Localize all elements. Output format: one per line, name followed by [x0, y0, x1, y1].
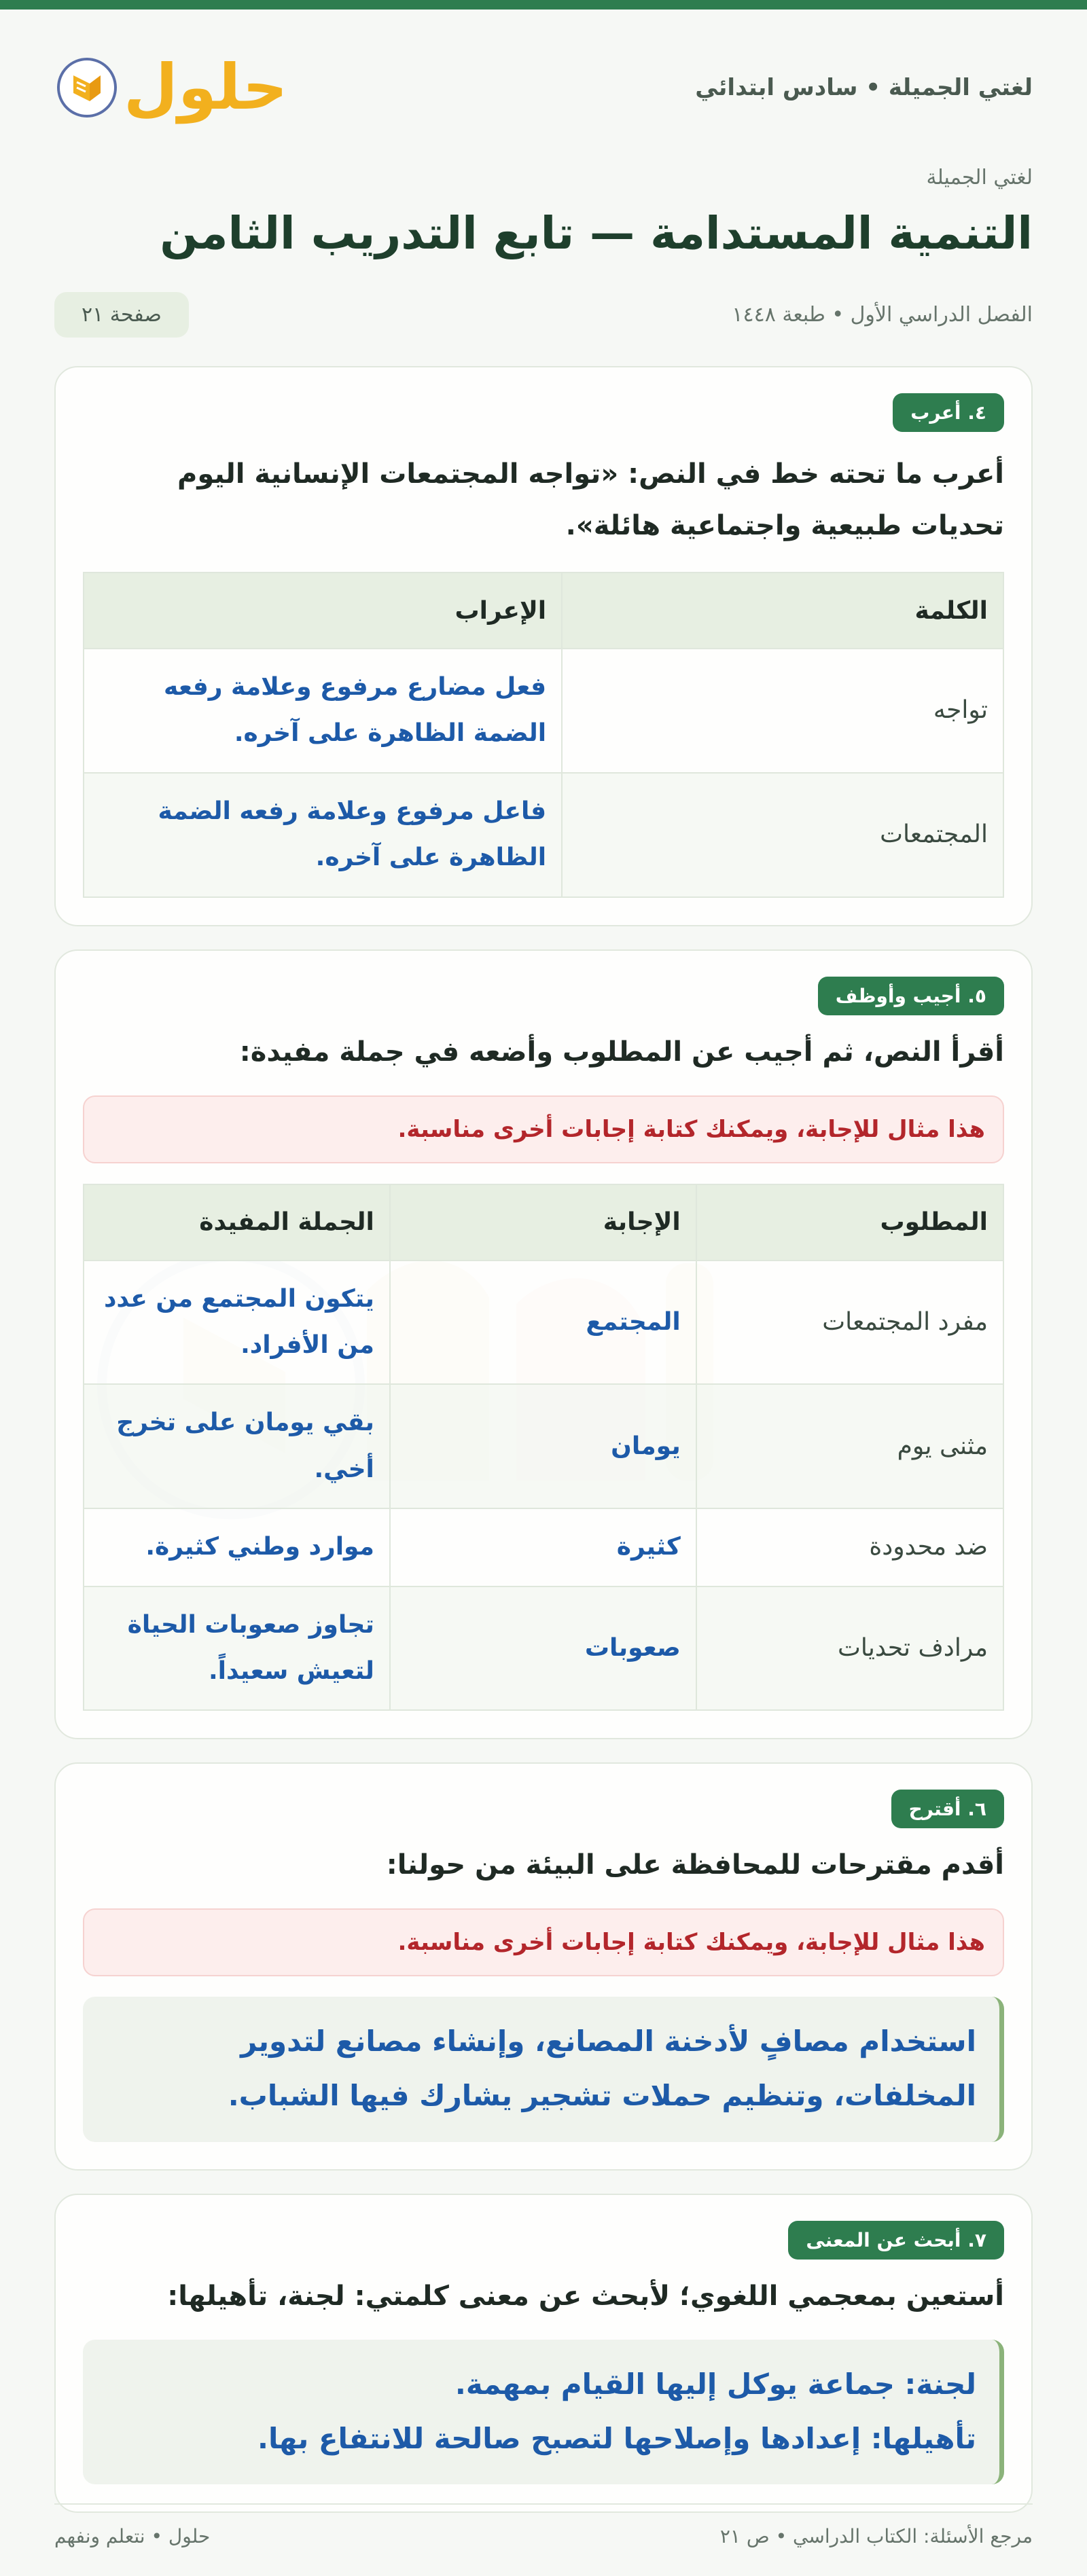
exercise-5-badge: ٥. أجيب وأوظف — [818, 977, 1004, 1015]
exercise-4-question: أعرب ما تحته خط في النص: «تواجه المجتمعات الإنسانية اليوم تحديات طبيعية واجتماعية هائلة». — [177, 458, 1004, 541]
parsing-answer-cell: فاعل مرفوع وعلامة رفعه الضمة الظاهرة على آخره. — [84, 773, 562, 897]
table-row — [84, 1508, 1003, 1586]
answer-cell: المجتمع — [390, 1260, 696, 1385]
required-cell: مرادف تحديات — [696, 1586, 1003, 1711]
sentence-cell: تجاوز صعوبات الحياة لتعيش سعيداً. — [84, 1586, 390, 1711]
column-header-required: المطلوب — [696, 1184, 1003, 1260]
title-section — [0, 166, 1087, 338]
required-cell: ضد محدودة — [696, 1508, 1003, 1586]
exercise-7-card — [54, 2194, 1033, 2514]
meaning-line-committee: لجنة: جماعة يوكل إليها القيام بمهمة. — [455, 2367, 976, 2401]
table-row — [84, 1384, 1003, 1508]
exercise-7-badge: ٧. أبحث عن المعنى — [788, 2221, 1004, 2260]
meaning-line-rehabilitation: تأهيلها: إعدادها وإصلاحها لتصبح صالحة للانتفاع بها. — [257, 2421, 976, 2455]
table-row — [84, 773, 1003, 897]
required-cell: مثنى يوم — [696, 1384, 1003, 1508]
sample-answer-note: هذا مثال للإجابة، ويمكنك كتابة إجابات أخرى مناسبة. — [83, 1908, 1004, 1976]
word-cell: المجتمعات — [562, 773, 1003, 897]
exercise-7-question: أستعين بمعجمي اللغوي؛ لأبحث عن معنى كلمتي: لجنة، تأهيلها: — [167, 2280, 1004, 2312]
page-footer — [54, 2503, 1033, 2547]
answer-cell: صعوبات — [390, 1586, 696, 1711]
top-accent-bar — [0, 0, 1087, 10]
sentence-cell: بقي يومان على تخرج أخي. — [84, 1384, 390, 1508]
table-row — [84, 1260, 1003, 1385]
page-header — [0, 10, 1087, 166]
answer-cell: كثيرة — [390, 1508, 696, 1586]
exercise-6-card — [54, 1762, 1033, 2171]
subject-grade-label: لغتي الجميلة • سادس ابتدائي — [695, 74, 1033, 101]
answer-sentence-table — [83, 1184, 1004, 1711]
column-header-sentence: الجملة المفيدة — [84, 1184, 390, 1260]
sentence-cell: يتكون المجتمع من عدد من الأفراد. — [84, 1260, 390, 1385]
footer-brand: حلول • نتعلم ونفهم — [54, 2525, 211, 2547]
answer-cell: يومان — [390, 1384, 696, 1508]
sample-answer-note: هذا مثال للإجابة، ويمكنك كتابة إجابات أخرى مناسبة. — [83, 1095, 1004, 1163]
exercise-4-badge: ٤. أعرب — [893, 393, 1004, 432]
table-row — [84, 1586, 1003, 1711]
sentence-cell: موارد وطني كثيرة. — [84, 1508, 390, 1586]
meaning-answer — [83, 2340, 1004, 2485]
parsing-table — [83, 572, 1004, 898]
brand-logo[interactable] — [54, 51, 288, 124]
column-header-answer: الإجابة — [390, 1184, 696, 1260]
column-header-parsing: الإعراب — [84, 573, 562, 649]
word-cell: تواجه — [562, 649, 1003, 773]
brand-name: حلول — [124, 51, 288, 124]
page-number-badge: صفحة ٢١ — [54, 292, 189, 338]
brand-emblem-icon — [54, 55, 120, 120]
semester-edition: الفصل الدراسي الأول • طبعة ١٤٤٨ — [732, 303, 1033, 327]
meta-row — [54, 292, 1033, 338]
exercise-6-badge: ٦. أقترح — [891, 1790, 1004, 1828]
table-row — [84, 649, 1003, 773]
column-header-word: الكلمة — [562, 573, 1003, 649]
exercise-6-question: أقدم مقترحات للمحافظة على البيئة من حولنا: — [386, 1849, 1004, 1881]
page-title: التنمية المستدامة — تابع التدريب الثامن — [160, 207, 1033, 259]
exercise-5-question: أقرأ النص، ثم أجيب عن المطلوب وأضعه في جملة مفيدة: — [239, 1036, 1004, 1068]
subject-kicker: لغتي الجميلة — [926, 166, 1033, 189]
footer-reference: مرجع الأسئلة: الكتاب الدراسي • ص ٢١ — [719, 2525, 1033, 2547]
required-cell: مفرد المجتمعات — [696, 1260, 1003, 1385]
exercise-4-card — [54, 366, 1033, 926]
parsing-answer-cell: فعل مضارع مرفوع وعلامة رفعه الضمة الظاهرة على آخره. — [84, 649, 562, 773]
exercise-5-card — [54, 949, 1033, 1740]
proposal-answer: استخدام مصافٍ لأدخنة المصانع، وإنشاء مصانع لتدوير المخلفات، وتنظيم حملات تشجير يشارك فيها الشباب. — [83, 1997, 1004, 2142]
